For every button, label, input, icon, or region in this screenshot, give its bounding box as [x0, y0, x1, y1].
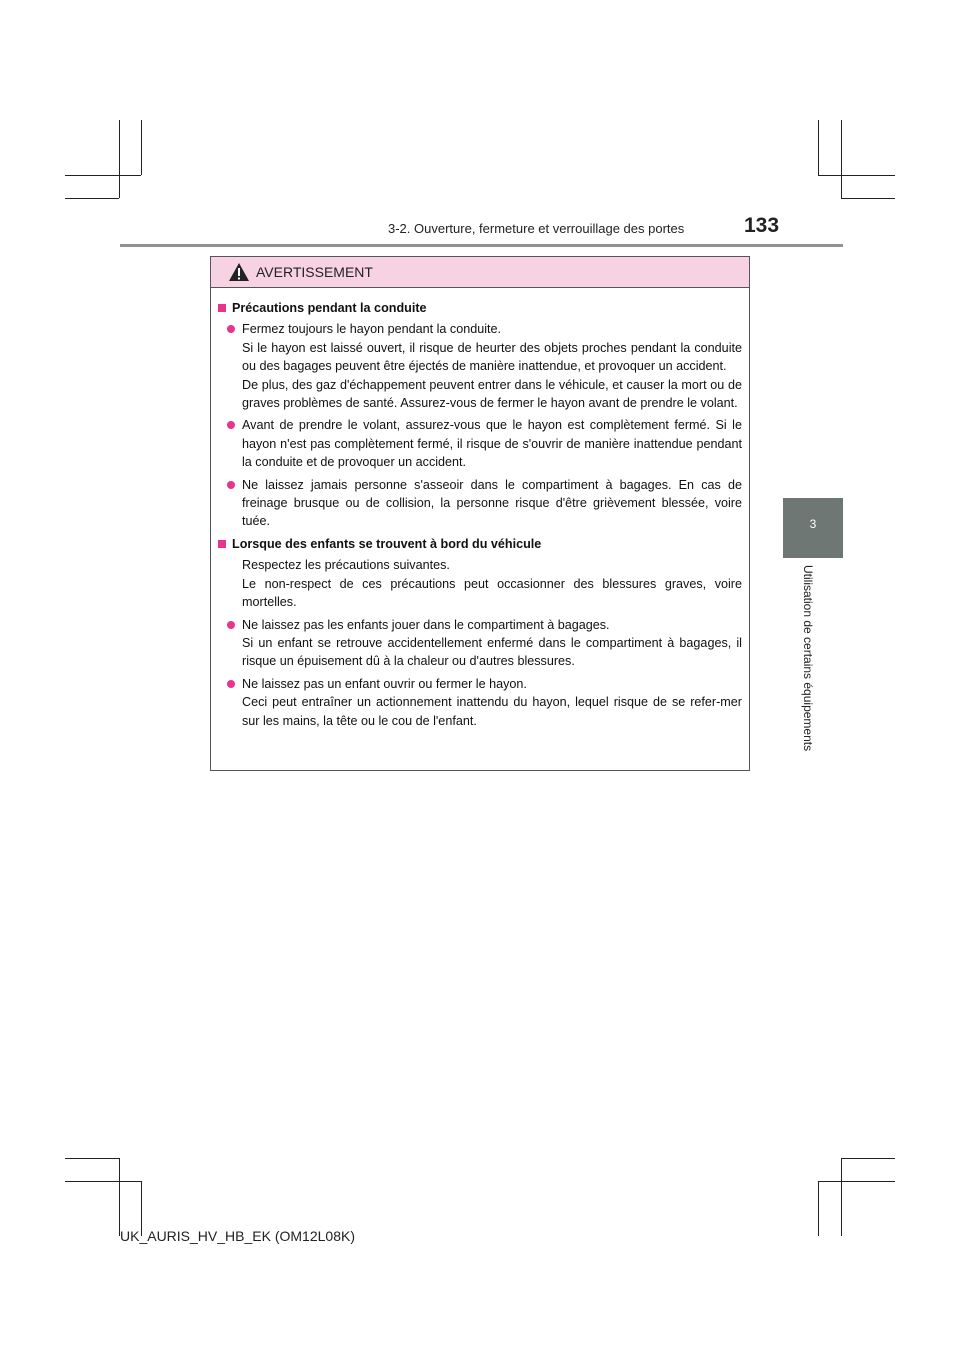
- bullet-line: Si un enfant se retrouve accidentellement enfermé dans le compartiment à bagages, il risque un épuisement dû à la chaleur ou d'autres blessures.: [242, 635, 742, 669]
- section-heading-text: Lorsque des enfants se trouvent à bord du véhicule: [232, 536, 542, 551]
- crop-mark: [65, 1158, 119, 1159]
- page-number: 133: [744, 214, 780, 237]
- warning-box: [210, 256, 750, 771]
- list-item: [218, 416, 742, 471]
- bullet-line: De plus, des gaz d'échappement peuvent entrer dans le véhicule, et causer la mort ou de graves problèmes de santé. Assurez-vous de fermer le hayon avant de prendre le volant.: [242, 377, 742, 411]
- crop-mark: [841, 1158, 895, 1159]
- square-bullet-icon: [218, 540, 226, 548]
- chapter-tab: [783, 498, 843, 558]
- crop-mark: [818, 1181, 895, 1182]
- crop-mark: [65, 1181, 141, 1182]
- warning-triangle-icon: [228, 262, 250, 282]
- bullet-line: Ne laissez jamais personne s'asseoir dans le compartiment à bagages. En cas de freinage brusque ou de collision, la personne risque d'être grièvement blessée, voire tuée.: [242, 477, 742, 529]
- list-item: [218, 616, 742, 671]
- crop-mark: [119, 1158, 120, 1236]
- chapter-number: 3: [809, 517, 817, 531]
- section-heading: [218, 535, 742, 553]
- crop-mark: [818, 175, 895, 176]
- chapter-side-label: Utilisation de certains équipements: [801, 565, 815, 752]
- round-bullet-icon: [227, 421, 235, 429]
- crop-mark: [119, 120, 120, 198]
- bullet-line: Si le hayon est laissé ouvert, il risque de heurter des objets proches pendant la conduite ou des bagages peuvent être éjectés de manière inattendue, et provoquer un accident.: [242, 340, 742, 374]
- round-bullet-icon: [227, 325, 235, 333]
- round-bullet-icon: [227, 621, 235, 629]
- bullet-line: Ne laissez pas un enfant ouvrir ou fermer le hayon.: [242, 676, 527, 691]
- bullet-line: Fermez toujours le hayon pendant la conduite.: [242, 322, 502, 337]
- round-bullet-icon: [227, 481, 235, 489]
- bullet-line: Ne laissez pas les enfants jouer dans le compartiment à bagages.: [242, 617, 610, 632]
- crop-mark: [141, 120, 142, 175]
- warning-body: [218, 299, 742, 734]
- header-rule: [120, 244, 843, 247]
- crop-mark: [818, 1181, 819, 1236]
- footer-code: UK_AURIS_HV_HB_EK (OM12L08K): [120, 1228, 355, 1244]
- bullet-line: Ceci peut entraîner un actionnement inattendu du hayon, lequel risque de se refer-mer sur les mains, la tête ou le cou de l'enfant.: [242, 695, 742, 728]
- section-heading-text: Précautions pendant la conduite: [232, 301, 427, 315]
- crop-mark: [818, 120, 819, 175]
- crop-mark: [841, 198, 895, 199]
- chapter-title: 3-2. Ouverture, fermeture et verrouillage des portes: [388, 221, 685, 236]
- round-bullet-icon: [227, 680, 235, 688]
- list-item: [218, 675, 742, 730]
- section-heading: [218, 299, 742, 317]
- bullet-line: Avant de prendre le volant, assurez-vous que le hayon est complètement fermé. Si le hayon n'est pas complètement fermé, il risque de s'ouvrir de manière inattendue pendant la conduite et de provoquer un accident.: [242, 418, 742, 470]
- crop-mark: [65, 198, 119, 199]
- square-bullet-icon: [218, 304, 226, 312]
- list-item: [218, 476, 742, 531]
- intro-line: Respectez les précautions suivantes.: [242, 558, 450, 573]
- crop-mark: [841, 1158, 842, 1236]
- warning-title: AVERTISSEMENT: [256, 264, 373, 280]
- crop-mark: [65, 175, 141, 176]
- crop-mark: [841, 120, 842, 198]
- section-intro: [218, 556, 742, 611]
- list-item: [218, 320, 742, 412]
- warning-header: [211, 257, 749, 288]
- intro-line: Le non-respect de ces précautions peut occasionner des blessures graves, voire mortelles.: [242, 576, 742, 610]
